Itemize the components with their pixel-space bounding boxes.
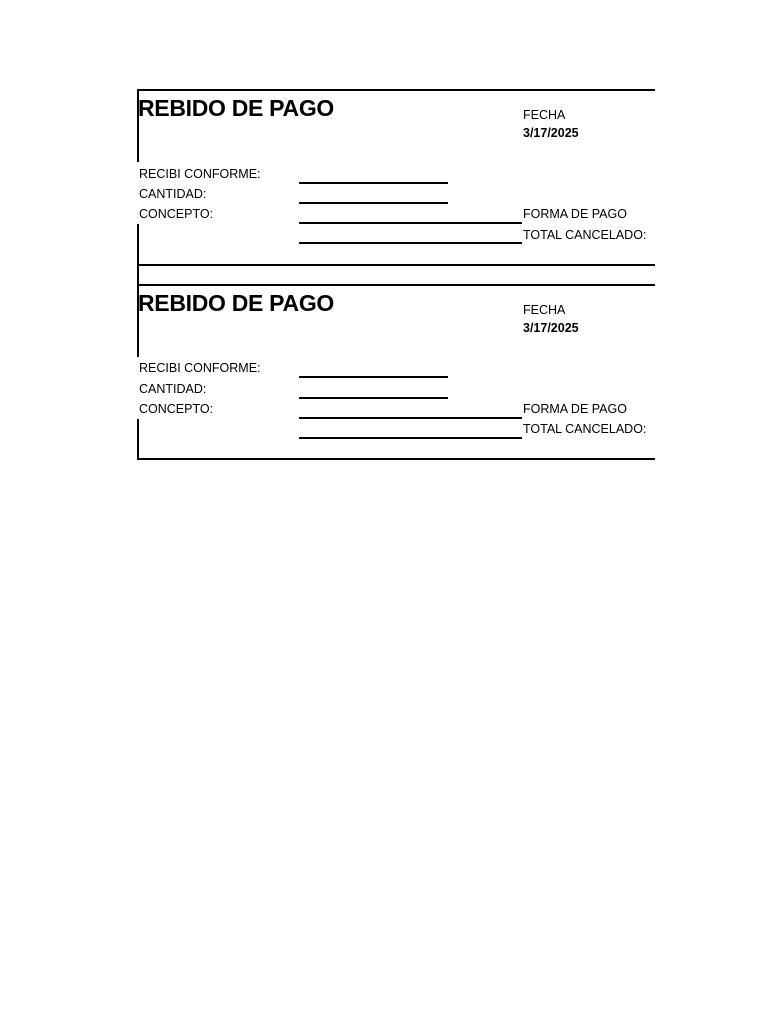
concepto-label: CONCEPTO: bbox=[139, 207, 214, 221]
top-border bbox=[137, 284, 655, 286]
forma-de-pago-label: FORMA DE PAGO bbox=[523, 402, 627, 416]
concepto-field-line[interactable] bbox=[299, 417, 522, 419]
cantidad-field-line[interactable] bbox=[299, 397, 448, 399]
concepto-second-line[interactable] bbox=[299, 437, 522, 439]
top-border bbox=[137, 89, 655, 91]
total-cancelado-label: TOTAL CANCELADO: bbox=[523, 422, 647, 436]
total-cancelado-label: TOTAL CANCELADO: bbox=[523, 228, 647, 242]
left-border-lower bbox=[137, 419, 139, 460]
recibi-conforme-label: RECIBI CONFORME: bbox=[139, 167, 261, 181]
fecha-label: FECHA bbox=[523, 108, 566, 122]
payment-receipt-2 bbox=[0, 195, 768, 436]
fecha-value: 3/17/2025 bbox=[523, 321, 579, 335]
recibi-conforme-field-line[interactable] bbox=[299, 182, 448, 184]
forma-de-pago-label: FORMA DE PAGO bbox=[523, 207, 627, 221]
fecha-value: 3/17/2025 bbox=[523, 126, 579, 140]
recibi-conforme-field-line[interactable] bbox=[299, 376, 448, 378]
cantidad-label: CANTIDAD: bbox=[139, 187, 207, 201]
payment-receipt-1 bbox=[0, 0, 768, 242]
recibi-conforme-label: RECIBI CONFORME: bbox=[139, 361, 261, 375]
cantidad-label: CANTIDAD: bbox=[139, 382, 207, 396]
receipt-title: REBIDO DE PAGO bbox=[138, 290, 335, 316]
fecha-label: FECHA bbox=[523, 303, 566, 317]
bottom-border bbox=[137, 458, 655, 460]
concepto-label: CONCEPTO: bbox=[139, 402, 214, 416]
receipt-title: REBIDO DE PAGO bbox=[138, 95, 335, 121]
